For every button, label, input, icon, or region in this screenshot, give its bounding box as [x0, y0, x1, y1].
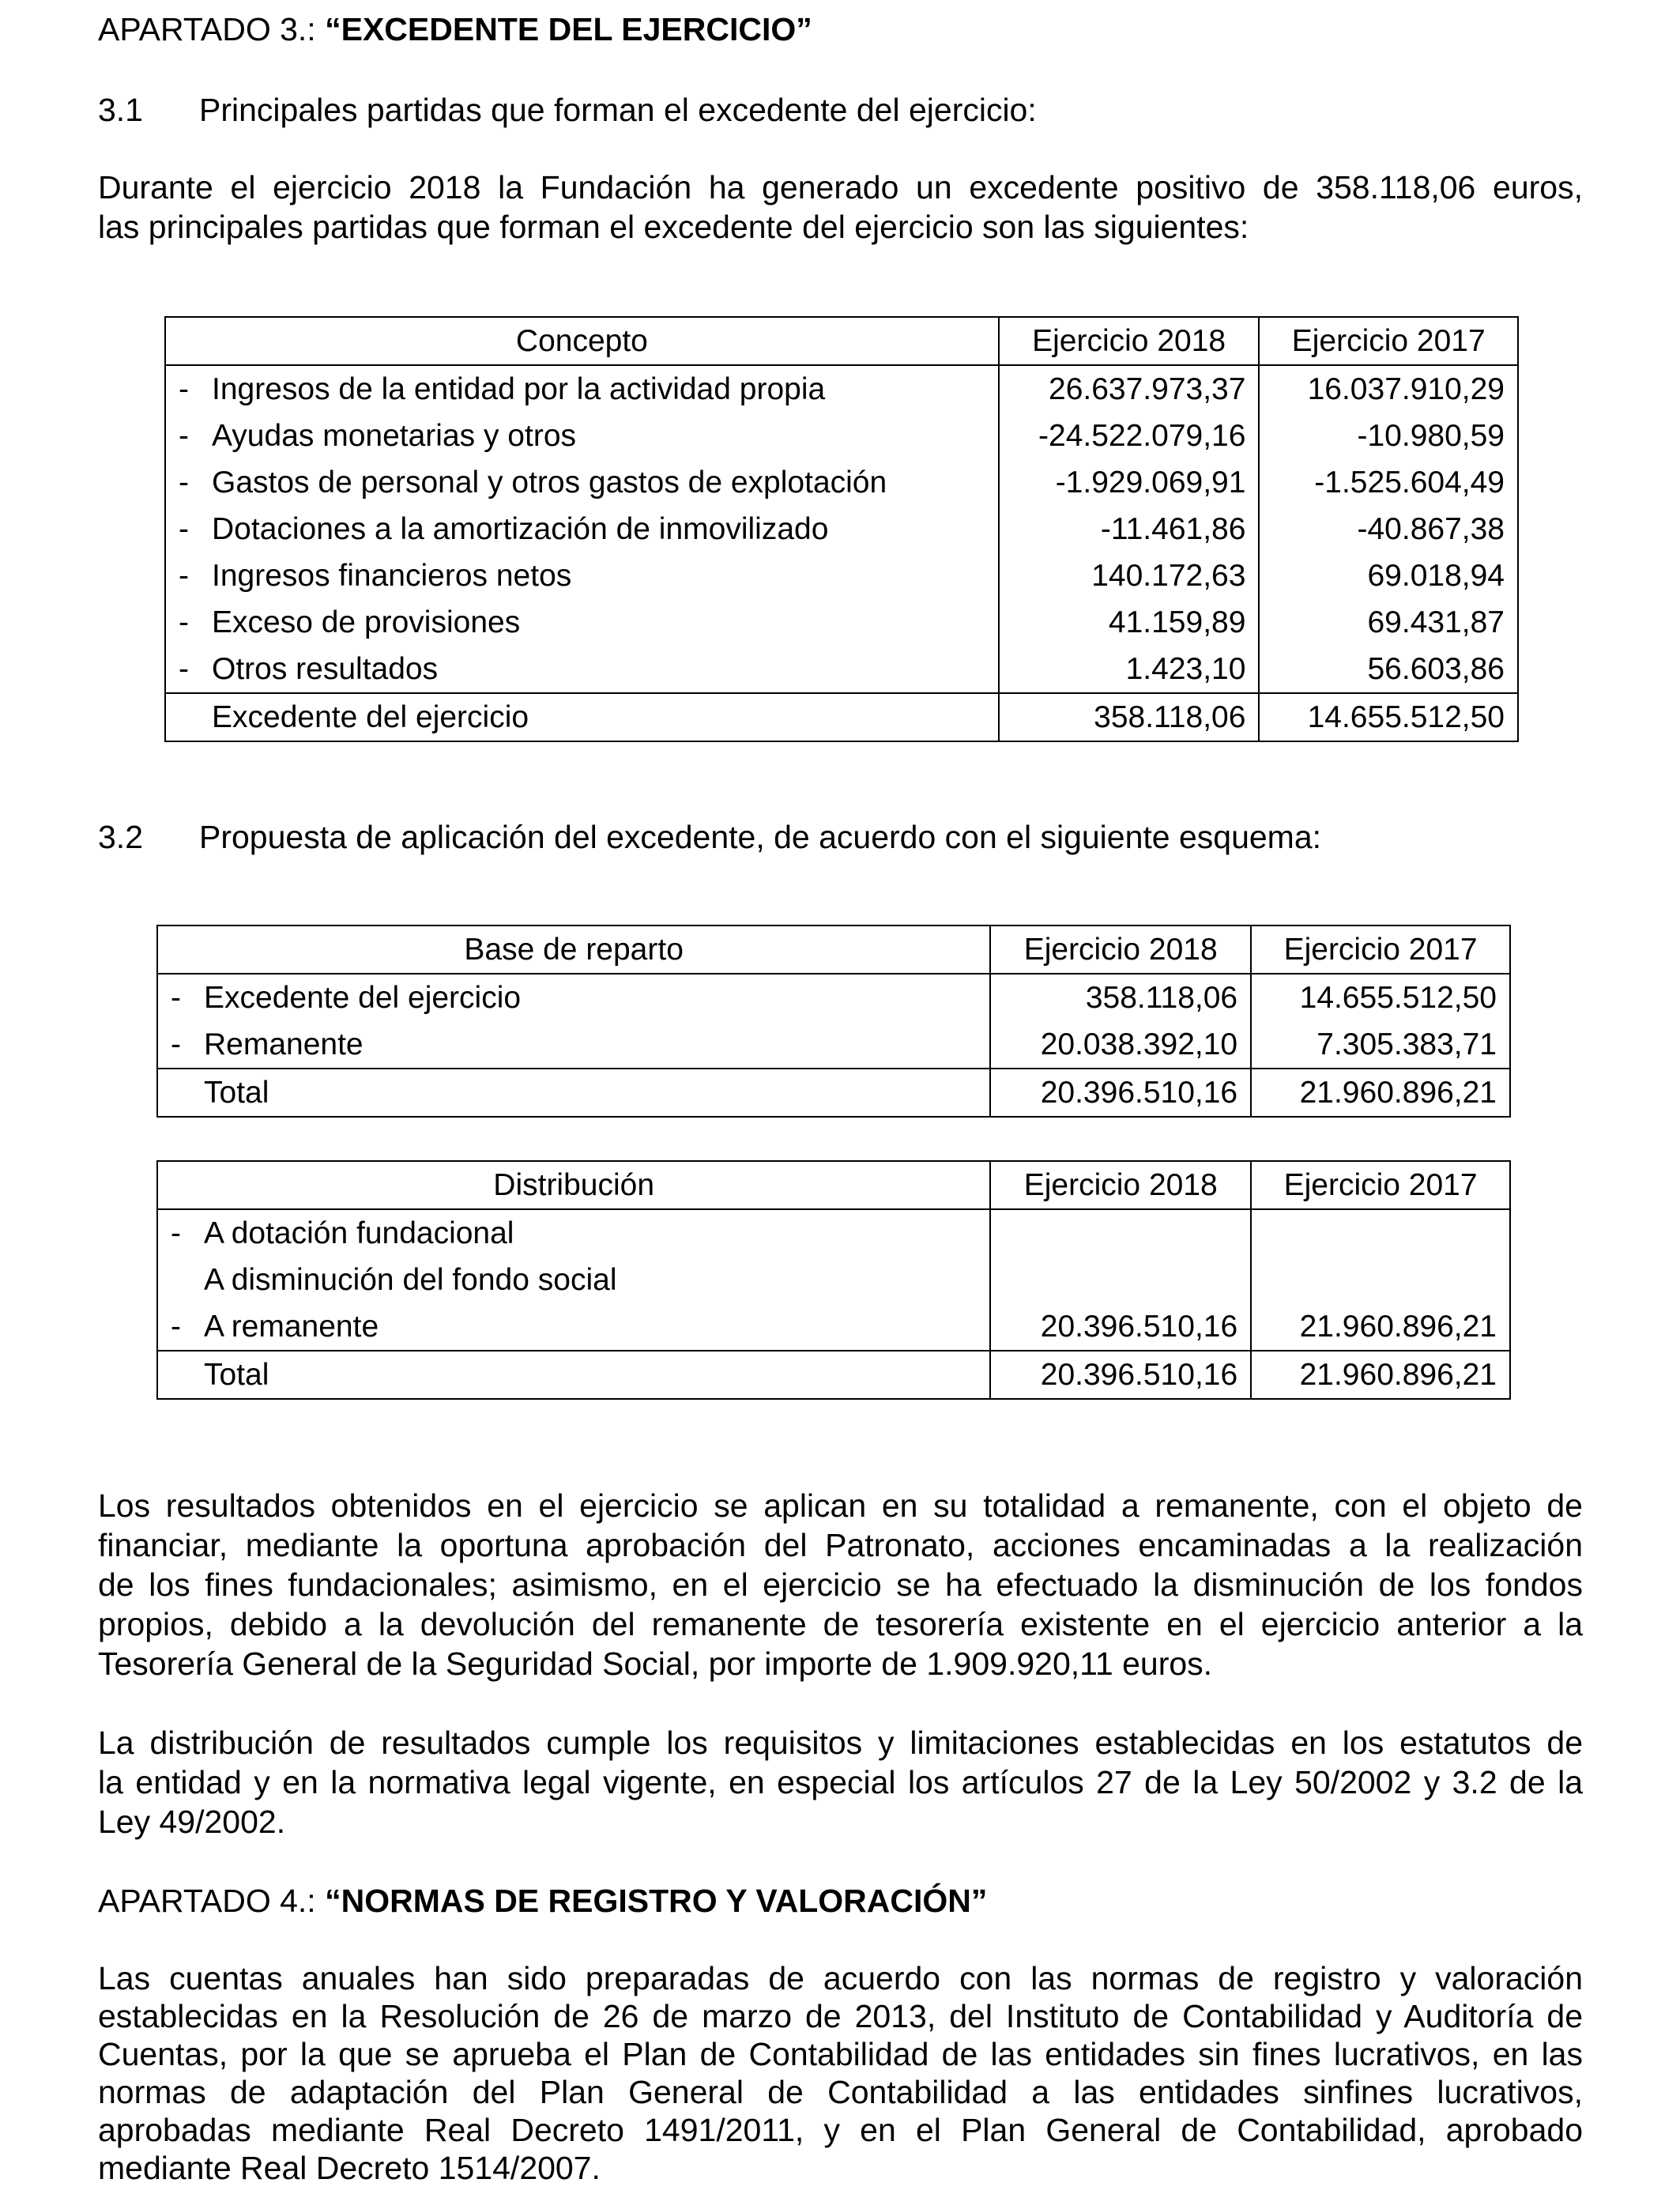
- row-concept-text: A dotación fundacional: [204, 1216, 514, 1250]
- row-value-2018: 20.396.510,16: [990, 1303, 1251, 1351]
- row-value-2017: 69.431,87: [1259, 599, 1518, 646]
- apartado-4-prefix: APARTADO 4.:: [98, 1883, 326, 1919]
- total-concept-text: Total: [204, 1358, 269, 1392]
- row-dash: -: [171, 1216, 181, 1250]
- total-concept-text: Excedente del ejercicio: [212, 700, 529, 734]
- section-3-1-heading: [98, 90, 1037, 130]
- header-ejercicio-2017: Ejercicio 2017: [1251, 1161, 1510, 1209]
- paragraph-line: Los resultados obtenidos en el ejercicio se aplican en su totalidad a remanente, con el objeto de: [98, 1487, 1583, 1524]
- row-concept: [165, 506, 999, 552]
- total-concept: [157, 1069, 990, 1117]
- distribucion-table: [156, 1160, 1511, 1400]
- total-value-2017: 21.960.896,21: [1251, 1351, 1510, 1399]
- paragraph-line: Las cuentas anuales han sido preparadas de acuerdo con las normas de registro y valoración: [98, 1960, 1583, 1996]
- table-total-row: [157, 1069, 1510, 1117]
- paragraph-line: establecidas en la Resolución de 26 de marzo de 2013, del Instituto de Contabilidad y Auditoría de: [98, 1998, 1583, 2034]
- row-concept-text: Exceso de provisiones: [212, 605, 521, 639]
- header-base-reparto: Base de reparto: [157, 925, 990, 974]
- row-value-2017: 56.603,86: [1259, 646, 1518, 693]
- paragraph-line: La distribución de resultados cumple los requisitos y limitaciones establecidas en los estatutos de: [98, 1725, 1583, 1761]
- table-row: [165, 506, 1518, 552]
- paragraph-line: propios, debido a la devolución del remanente de tesorería existente en el ejercicio anterior a la: [98, 1606, 1583, 1642]
- row-value-2017: [1251, 1257, 1510, 1303]
- table-row: [157, 1021, 1510, 1069]
- row-value-2018: 20.038.392,10: [990, 1021, 1251, 1069]
- apartado-3-prefix: APARTADO 3.:: [98, 11, 326, 47]
- excedente-table: [164, 316, 1519, 742]
- row-value-2018: [990, 1209, 1251, 1257]
- table-total-row: [165, 693, 1518, 741]
- table-row: [165, 599, 1518, 646]
- row-value-2018: 1.423,10: [999, 646, 1260, 693]
- row-concept: [165, 599, 999, 646]
- row-value-2018: 140.172,63: [999, 552, 1260, 599]
- intro-line-2: las principales partidas que forman el excedente del ejercicio son las siguientes:: [98, 209, 1249, 245]
- row-concept: [165, 552, 999, 599]
- row-concept: [157, 1257, 990, 1303]
- total-value-2018: 358.118,06: [999, 693, 1260, 741]
- row-concept-text: Gastos de personal y otros gastos de explotación: [212, 466, 887, 499]
- row-concept-text: Dotaciones a la amortización de inmovilizado: [212, 512, 829, 546]
- row-dash: -: [171, 1027, 181, 1061]
- table-row: [157, 1303, 1510, 1351]
- section-3-2-heading: [98, 817, 1321, 857]
- row-concept-text: Otros resultados: [212, 652, 439, 686]
- paragraph-line: Cuentas, por la que se aprueba el Plan de Contabilidad de las entidades sin fines lucrativos, en las: [98, 2036, 1583, 2072]
- base-reparto-table: [156, 925, 1511, 1118]
- paragraph-line: Ley 49/2002.: [98, 1804, 286, 1840]
- table-row: [165, 365, 1518, 413]
- intro-line-1: Durante el ejercicio 2018 la Fundación ha generado un excedente positivo de 358.118,06 euros,: [98, 169, 1583, 205]
- row-value-2017: [1251, 1209, 1510, 1257]
- row-concept: [165, 646, 999, 693]
- table-row: [157, 974, 1510, 1021]
- row-concept-text: Ayudas monetarias y otros: [212, 419, 577, 453]
- total-concept: [165, 693, 999, 741]
- section-3-2-number: 3.2: [98, 819, 143, 855]
- row-concept-text: Ingresos financieros netos: [212, 559, 572, 593]
- row-concept: [165, 459, 999, 506]
- row-concept-text: Excedente del ejercicio: [204, 981, 522, 1015]
- row-value-2018: 26.637.973,37: [999, 365, 1260, 413]
- row-concept-text: A remanente: [204, 1310, 379, 1344]
- table-total-row: [157, 1351, 1510, 1399]
- row-value-2017: 69.018,94: [1259, 552, 1518, 599]
- row-concept: [165, 413, 999, 459]
- header-distribucion: Distribución: [157, 1161, 990, 1209]
- row-concept: [157, 974, 990, 1021]
- table-row: [165, 459, 1518, 506]
- section-3-1-number: 3.1: [98, 92, 143, 128]
- paragraph-line: Tesorería General de la Seguridad Social, por importe de 1.909.920,11 euros.: [98, 1646, 1213, 1682]
- paragraph-line: financiar, mediante la oportuna aprobación del Patronato, acciones encaminadas a la realización: [98, 1527, 1583, 1563]
- table-row: [157, 1257, 1510, 1303]
- table-row: [157, 1209, 1510, 1257]
- row-value-2017: -1.525.604,49: [1259, 459, 1518, 506]
- row-concept: [157, 1209, 990, 1257]
- table-row: [165, 552, 1518, 599]
- row-dash: -: [171, 981, 181, 1015]
- row-concept: [165, 365, 999, 413]
- row-concept: [157, 1303, 990, 1351]
- row-concept: [157, 1021, 990, 1069]
- section-3-2-title: Propuesta de aplicación del excedente, de acuerdo con el siguiente esquema:: [199, 819, 1322, 855]
- paragraph-line: la entidad y en la normativa legal vigente, en especial los artículos 27 de la Ley 50/2002 y 3.2 de la: [98, 1764, 1583, 1800]
- row-value-2018: -1.929.069,91: [999, 459, 1260, 506]
- table-row: [165, 646, 1518, 693]
- row-value-2018: 358.118,06: [990, 974, 1251, 1021]
- row-value-2018: 41.159,89: [999, 599, 1260, 646]
- header-ejercicio-2017: Ejercicio 2017: [1251, 925, 1510, 974]
- header-ejercicio-2017: Ejercicio 2017: [1259, 317, 1518, 365]
- paragraph-line: mediante Real Decreto 1514/2007.: [98, 2150, 601, 2186]
- row-value-2017: 7.305.383,71: [1251, 1021, 1510, 1069]
- table-header-row: [157, 1161, 1510, 1209]
- header-ejercicio-2018: Ejercicio 2018: [990, 1161, 1251, 1209]
- row-concept-text: Remanente: [204, 1027, 363, 1061]
- apartado-4-heading: [98, 1881, 987, 1921]
- paragraph-line: normas de adaptación del Plan General de Contabilidad a las entidades sinfines lucrativos,: [98, 2074, 1583, 2110]
- row-concept-text: A disminución del fondo social: [204, 1263, 617, 1297]
- header-ejercicio-2018: Ejercicio 2018: [999, 317, 1260, 365]
- paragraph-line: aprobadas mediante Real Decreto 1491/2011, y en el Plan General de Contabilidad, aprobado: [98, 2112, 1583, 2148]
- total-concept: [157, 1351, 990, 1399]
- row-dash: -: [179, 559, 189, 593]
- header-concepto: Concepto: [165, 317, 999, 365]
- row-concept-text: Ingresos de la entidad por la actividad propia: [212, 372, 826, 406]
- row-dash: -: [171, 1310, 181, 1344]
- row-value-2018: -11.461,86: [999, 506, 1260, 552]
- table-header-row: [157, 925, 1510, 974]
- row-value-2017: -40.867,38: [1259, 506, 1518, 552]
- total-value-2018: 20.396.510,16: [990, 1069, 1251, 1117]
- table-header-row: [165, 317, 1518, 365]
- row-dash: -: [179, 512, 189, 546]
- table-row: [165, 413, 1518, 459]
- row-value-2018: [990, 1257, 1251, 1303]
- section-3-1-title: Principales partidas que forman el excedente del ejercicio:: [199, 92, 1037, 128]
- row-value-2018: -24.522.079,16: [999, 413, 1260, 459]
- row-value-2017: 14.655.512,50: [1251, 974, 1510, 1021]
- total-value-2017: 21.960.896,21: [1251, 1069, 1510, 1117]
- row-value-2017: 16.037.910,29: [1259, 365, 1518, 413]
- row-value-2017: 21.960.896,21: [1251, 1303, 1510, 1351]
- apartado-4-title: “NORMAS DE REGISTRO Y VALORACIÓN”: [325, 1883, 988, 1919]
- row-value-2017: -10.980,59: [1259, 413, 1518, 459]
- header-ejercicio-2018: Ejercicio 2018: [990, 925, 1251, 974]
- total-value-2018: 20.396.510,16: [990, 1351, 1251, 1399]
- row-dash: -: [179, 372, 189, 406]
- apartado-3-title: “EXCEDENTE DEL EJERCICIO”: [325, 11, 812, 47]
- row-dash: -: [179, 419, 189, 453]
- row-dash: -: [179, 466, 189, 499]
- apartado-3-heading: [98, 9, 812, 49]
- paragraph-line: de los fines fundacionales; asimismo, en el ejercicio se ha efectuado la disminución de los fondos: [98, 1566, 1583, 1603]
- total-concept-text: Total: [204, 1076, 269, 1110]
- row-dash: -: [179, 605, 189, 639]
- row-dash: -: [179, 652, 189, 686]
- total-value-2017: 14.655.512,50: [1259, 693, 1518, 741]
